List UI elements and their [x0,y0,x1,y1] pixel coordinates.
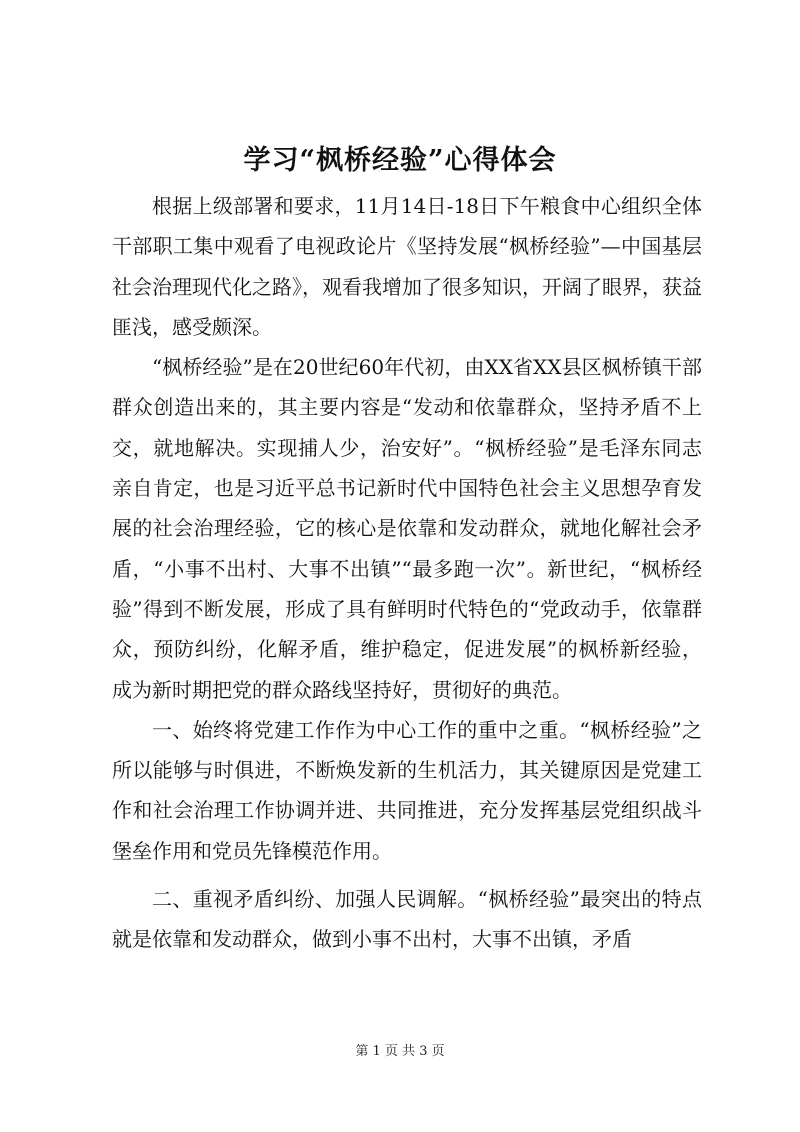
paragraph-intro: 根据上级部署和要求，11月14日-18日下午粮食中心组织全体干部职工集中观看了电视政论片《坚持发展“枫桥经验”—中国基层社会治理现代化之路》，观看我增加了很多知识，开阔了眼界，获益匪浅，感受颇深。 [112,194,702,339]
paragraph-point-one: 一、始终将党建工作作为中心工作的重中之重。“枫桥经验”之所以能够与时俱进，不断焕发新的生机活力，其关键原因是党建工作和社会治理工作协调并进、共同推进，充分发挥基层党组织战斗堡垒作用和党员先锋模范作用。 [112,717,702,863]
document-body [112,186,702,960]
page-footer: 第 1 页 共 3 页 [355,1044,445,1059]
document-title: 学习“枫桥经验”心得体会 [243,145,557,176]
paragraph-fengqiao-experience: “枫桥经验”是在20世纪60年代初，由XX省XX县区枫桥镇干部群众创造出来的，其主要内容是“发动和依靠群众，坚持矛盾不上交，就地解决。实现捕人少，治安好”。“枫桥经验”是毛泽东同志亲自肯定，也是习近平总书记新时代中国特色社会主义思想孕育发展的社会治理经验，它的核心是依靠和发动群众，就地化解社会矛盾，“小事不出村、大事不出镇”“最多跑一次”。新世纪，“枫桥经验”得到不断发展，形成了具有鲜明时代特色的“党政动手，依靠群众，预防纠纷，化解矛盾，维护稳定，促进发展”的枫桥新经验，成为新时期把党的群众路线坚持好，贯彻好的典范。 [112,355,702,702]
paragraph-point-two: 二、重视矛盾纠纷、加强人民调解。“枫桥经验”最突出的特点就是依靠和发动群众，做到小事不出村，大事不出镇，矛盾 [112,887,702,952]
